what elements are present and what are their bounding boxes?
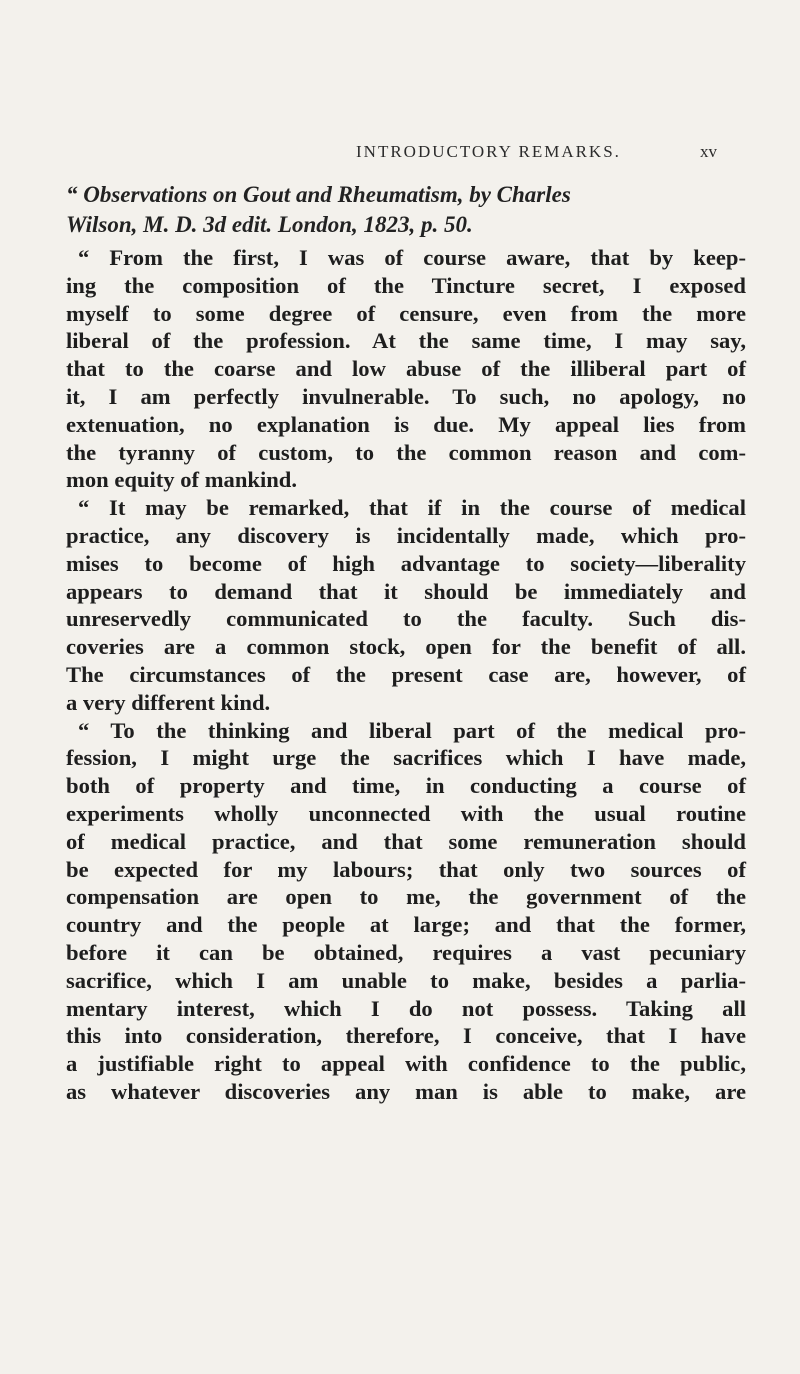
text-line: appears to demand that it should be immediately and [66,578,746,604]
text-line: experiments wholly unconnected with the usual routine [66,800,746,826]
running-head [0,142,800,166]
text-line: a justifiable right to appeal with confidence to the public, [66,1051,746,1077]
text-line: ing the composition of the Tincture secret, I exposed [66,272,746,298]
text-line: The circumstances of the present case are, however, of [66,661,746,687]
text-line: coveries are a common stock, open for the benefit of all. [66,634,746,660]
text-line: country and the people at large; and that the former, [66,912,746,938]
text-line: extenuation, no explanation is due. My appeal lies from [66,411,746,437]
text-line: “ To the thinking and liberal part of the medical pro- [78,717,746,743]
text-line: unreservedly communicated to the faculty. Such dis- [66,606,746,632]
text-line: myself to some degree of censure, even from the more [66,300,746,326]
text-line: practice, any discovery is incidentally made, which pro- [66,522,746,548]
text-line: a very different kind. [66,689,271,715]
running-title: INTRODUCTORY REMARKS. [356,142,621,161]
text-line: before it can be obtained, requires a vast pecuniary [66,939,746,965]
text-line: of medical practice, and that some remuneration should [66,828,746,854]
page-number: xv [700,142,717,161]
text-line: this into consideration, therefore, I conceive, that I have [66,1023,746,1049]
text-line: be expected for my labours; that only two sources of [66,856,746,882]
text-line: “ It may be remarked, that if in the course of medical [78,495,746,521]
citation [66,180,746,240]
text-line: it, I am perfectly invulnerable. To such, no apology, no [66,383,746,409]
text-line: that to the coarse and low abuse of the illiberal part of [66,356,746,382]
text-line: both of property and time, in conducting a course of [66,773,746,799]
text-line: fession, I might urge the sacrifices which I have made, [66,745,746,771]
text-line: liberal of the profession. At the same time, I may say, [66,328,746,354]
text-line: mises to become of high advantage to society—liberality [66,550,746,576]
text-line: compensation are open to me, the government of the [66,884,746,910]
text-line: mentary interest, which I do not possess. Taking all [66,995,746,1021]
text-line: sacrifice, which I am unable to make, besides a parlia- [66,967,746,993]
text-line: the tyranny of custom, to the common reason and com- [66,439,746,465]
text-line: as whatever discoveries any man is able to make, are [66,1078,746,1104]
quoted-passage [66,244,746,1106]
citation-line: “ Observations on Gout and Rheumatism, by Charles [66,182,571,207]
text-line: “ From the first, I was of course aware, that by keep- [78,245,746,270]
citation-line: Wilson, M. D. 3d edit. London, 1823, p. 50. [66,212,473,237]
text-line: mon equity of mankind. [66,467,298,493]
